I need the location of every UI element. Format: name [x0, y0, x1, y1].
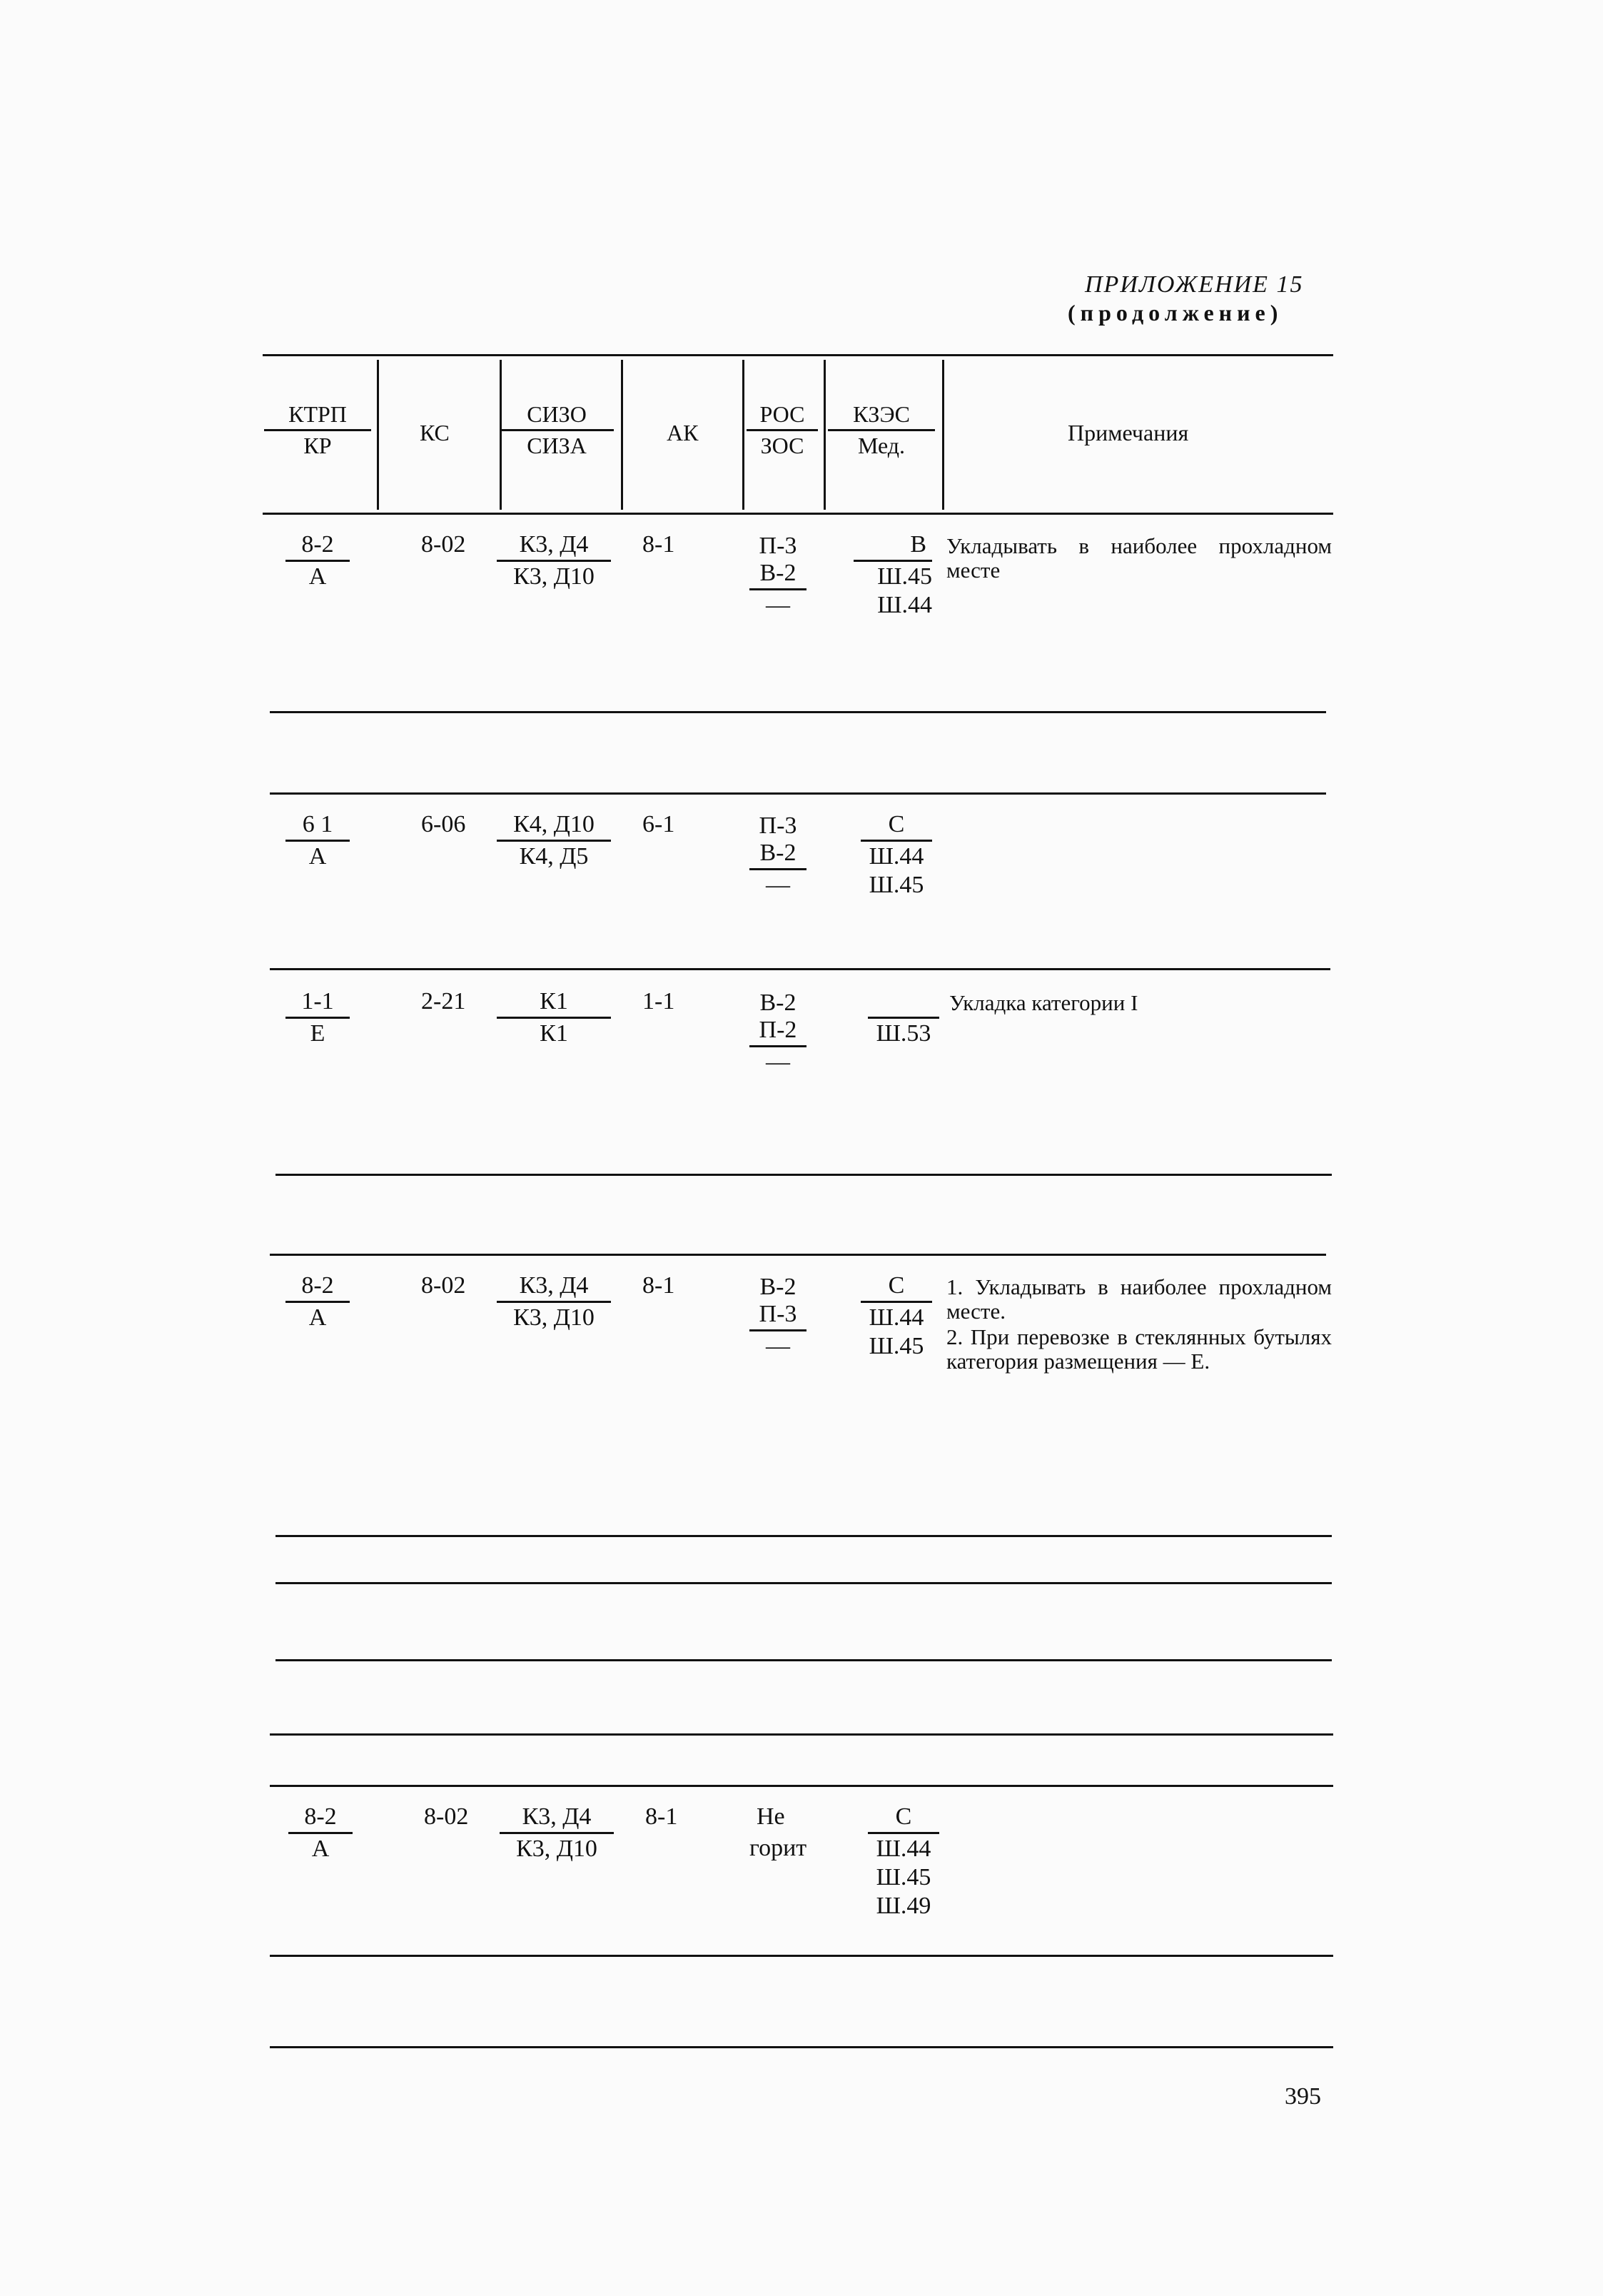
- table-bottom-rule: [270, 2046, 1333, 2048]
- header-kzes: КЗЭС: [828, 401, 935, 431]
- row2-med2: Ш.45: [869, 872, 924, 898]
- row2-kzes: С: [861, 811, 932, 842]
- row5-ak: 8-1: [645, 1803, 678, 1830]
- row2-siza: К4, Д5: [519, 843, 589, 870]
- col-sep-6: [942, 360, 944, 510]
- row5-med: Ш.44: [876, 1836, 931, 1862]
- row5-zos: горит: [749, 1835, 807, 1861]
- row2-zos2: —: [766, 872, 790, 898]
- row3-med: Ш.53: [876, 1020, 931, 1047]
- header-ks: КС: [420, 420, 450, 445]
- row1-zos: В-2: [749, 560, 806, 590]
- row4-ak: 8-1: [642, 1272, 675, 1299]
- header-siza: СИЗА: [527, 433, 587, 458]
- row4-rule-4: [270, 1733, 1333, 1736]
- row1-ak: 8-1: [642, 531, 675, 558]
- row5-ktrp-kr: [288, 1803, 353, 1863]
- row2-sizo: К4, Д10: [497, 811, 611, 842]
- col-sep-5: [824, 360, 826, 510]
- row1-zos2: —: [766, 592, 790, 618]
- row1-ktrp: 8-2: [285, 531, 350, 562]
- row5-ks: 8-02: [424, 1803, 469, 1830]
- row4-sizo: К3, Д4: [497, 1272, 611, 1303]
- row1-siza: К3, Д10: [513, 563, 595, 590]
- header-ros: РОС: [747, 401, 818, 431]
- row1-kr: А: [308, 563, 327, 590]
- row4-rule-5: [270, 1785, 1333, 1787]
- row3-zos2: —: [766, 1049, 790, 1075]
- header-med: Мед.: [857, 433, 906, 458]
- row4-ros: В-2: [759, 1274, 797, 1300]
- row5-rule: [270, 1955, 1333, 1957]
- row1-med2: Ш.44: [877, 592, 932, 618]
- header-zos: ЗОС: [760, 433, 804, 458]
- header-kr: КР: [303, 433, 332, 458]
- row5-med3: Ш.49: [876, 1893, 931, 1919]
- row4-rule-3: [275, 1659, 1332, 1661]
- header-sizo-siza: [500, 401, 614, 459]
- row2-med: Ш.44: [869, 843, 924, 870]
- row2-ros: П-3: [759, 812, 797, 839]
- row3-kzes: [868, 988, 939, 1019]
- row4-kzes: С: [861, 1272, 932, 1303]
- row4-med: Ш.44: [869, 1304, 924, 1331]
- row3-ak: 1-1: [642, 988, 675, 1014]
- row1-kzes-med: [854, 531, 932, 619]
- row2-kr: А: [308, 843, 327, 870]
- row4-kr: А: [308, 1304, 327, 1331]
- col-sep-1: [377, 360, 379, 510]
- header-notes: Примечания: [1068, 420, 1189, 445]
- row2-ktrp: 6 1: [285, 811, 350, 842]
- row5-sizo: К3, Д4: [500, 1803, 614, 1834]
- row4-zos: П-3: [749, 1301, 806, 1331]
- row1-rule: [270, 711, 1326, 713]
- row3-siza: К1: [540, 1020, 568, 1047]
- row5-sizo-siza: [500, 1803, 614, 1863]
- header-kzes-med: [828, 401, 935, 459]
- row1-med: Ш.45: [877, 563, 932, 590]
- row5-med2: Ш.45: [876, 1864, 931, 1890]
- row3-zos: П-2: [749, 1017, 806, 1047]
- row3-sizo: К1: [497, 988, 611, 1019]
- header-sizo: СИЗО: [500, 401, 614, 431]
- row2-ak: 6-1: [642, 811, 675, 837]
- appendix-title: ПРИЛОЖЕНИЕ 15: [1085, 271, 1304, 298]
- row4-notes-2: 2. При перевозке в стеклянных бутылях категория размещения — Е.: [946, 1324, 1332, 1374]
- row5-kr: А: [311, 1836, 330, 1862]
- row3-rule-b: [270, 1254, 1326, 1256]
- row4-rule-1: [275, 1535, 1332, 1537]
- row3-kr: Е: [310, 1020, 325, 1047]
- row1-rule-b: [270, 792, 1326, 795]
- row5-kzes-med: [868, 1803, 939, 1920]
- row5-ktrp: 8-2: [288, 1803, 353, 1834]
- row2-ktrp-kr: [285, 811, 350, 870]
- row3-ros: В-2: [759, 990, 797, 1016]
- header-ros-zos: [747, 401, 818, 459]
- row4-med2: Ш.45: [869, 1333, 924, 1359]
- row2-zos: В-2: [749, 840, 806, 870]
- header-bottom-rule: [263, 513, 1333, 515]
- row2-sizo-siza: [497, 811, 611, 870]
- row3-ks: 2-21: [421, 988, 466, 1014]
- col-sep-3: [621, 360, 623, 510]
- row2-ros-zos: [749, 811, 806, 899]
- row3-ros-zos: [749, 988, 806, 1076]
- row1-ros: П-3: [759, 533, 797, 559]
- row1-ros-zos: [749, 531, 806, 619]
- row5-kzes: С: [868, 1803, 939, 1834]
- row1-notes: Укладывать в наиболее прохладном месте: [946, 533, 1332, 583]
- row1-ks: 8-02: [421, 531, 466, 558]
- row4-sizo-siza: [497, 1272, 611, 1331]
- table-top-rule: [263, 354, 1333, 356]
- row4-rule-2: [275, 1582, 1332, 1584]
- row1-kzes: В: [854, 531, 932, 562]
- col-sep-4: [742, 360, 744, 510]
- header-ktrp: КТРП: [264, 401, 371, 431]
- row3-notes: Укладка категории I: [949, 990, 1138, 1015]
- row5-siza: К3, Д10: [516, 1836, 597, 1862]
- row2-ks: 6-06: [421, 811, 466, 837]
- header-ak: АК: [667, 420, 699, 445]
- row1-sizo: К3, Д4: [497, 531, 611, 562]
- appendix-subtitle: (продолжение): [1068, 300, 1283, 326]
- row5-ros: Не: [757, 1803, 785, 1830]
- row3-rule: [275, 1174, 1332, 1176]
- page-number: 395: [1285, 2083, 1321, 2110]
- row1-ktrp-kr: [285, 531, 350, 590]
- row4-ktrp-kr: [285, 1272, 350, 1331]
- row4-ks: 8-02: [421, 1272, 466, 1299]
- row4-kzes-med: [861, 1272, 932, 1360]
- row2-kzes-med: [861, 811, 932, 899]
- row1-sizo-siza: [497, 531, 611, 590]
- header-ktrp-kr: [264, 401, 371, 459]
- row4-siza: К3, Д10: [513, 1304, 595, 1331]
- row3-ktrp: 1-1: [285, 988, 350, 1019]
- row4-ros-zos: [749, 1272, 806, 1360]
- row3-sizo-siza: [497, 988, 611, 1047]
- row4-notes-1: 1. Укладывать в наиболее прохладном месте.: [946, 1274, 1332, 1324]
- row4-ktrp: 8-2: [285, 1272, 350, 1303]
- row2-rule: [270, 968, 1330, 970]
- row3-kzes-med: [868, 988, 939, 1047]
- row4-zos2: —: [766, 1333, 790, 1359]
- row3-ktrp-kr: [285, 988, 350, 1047]
